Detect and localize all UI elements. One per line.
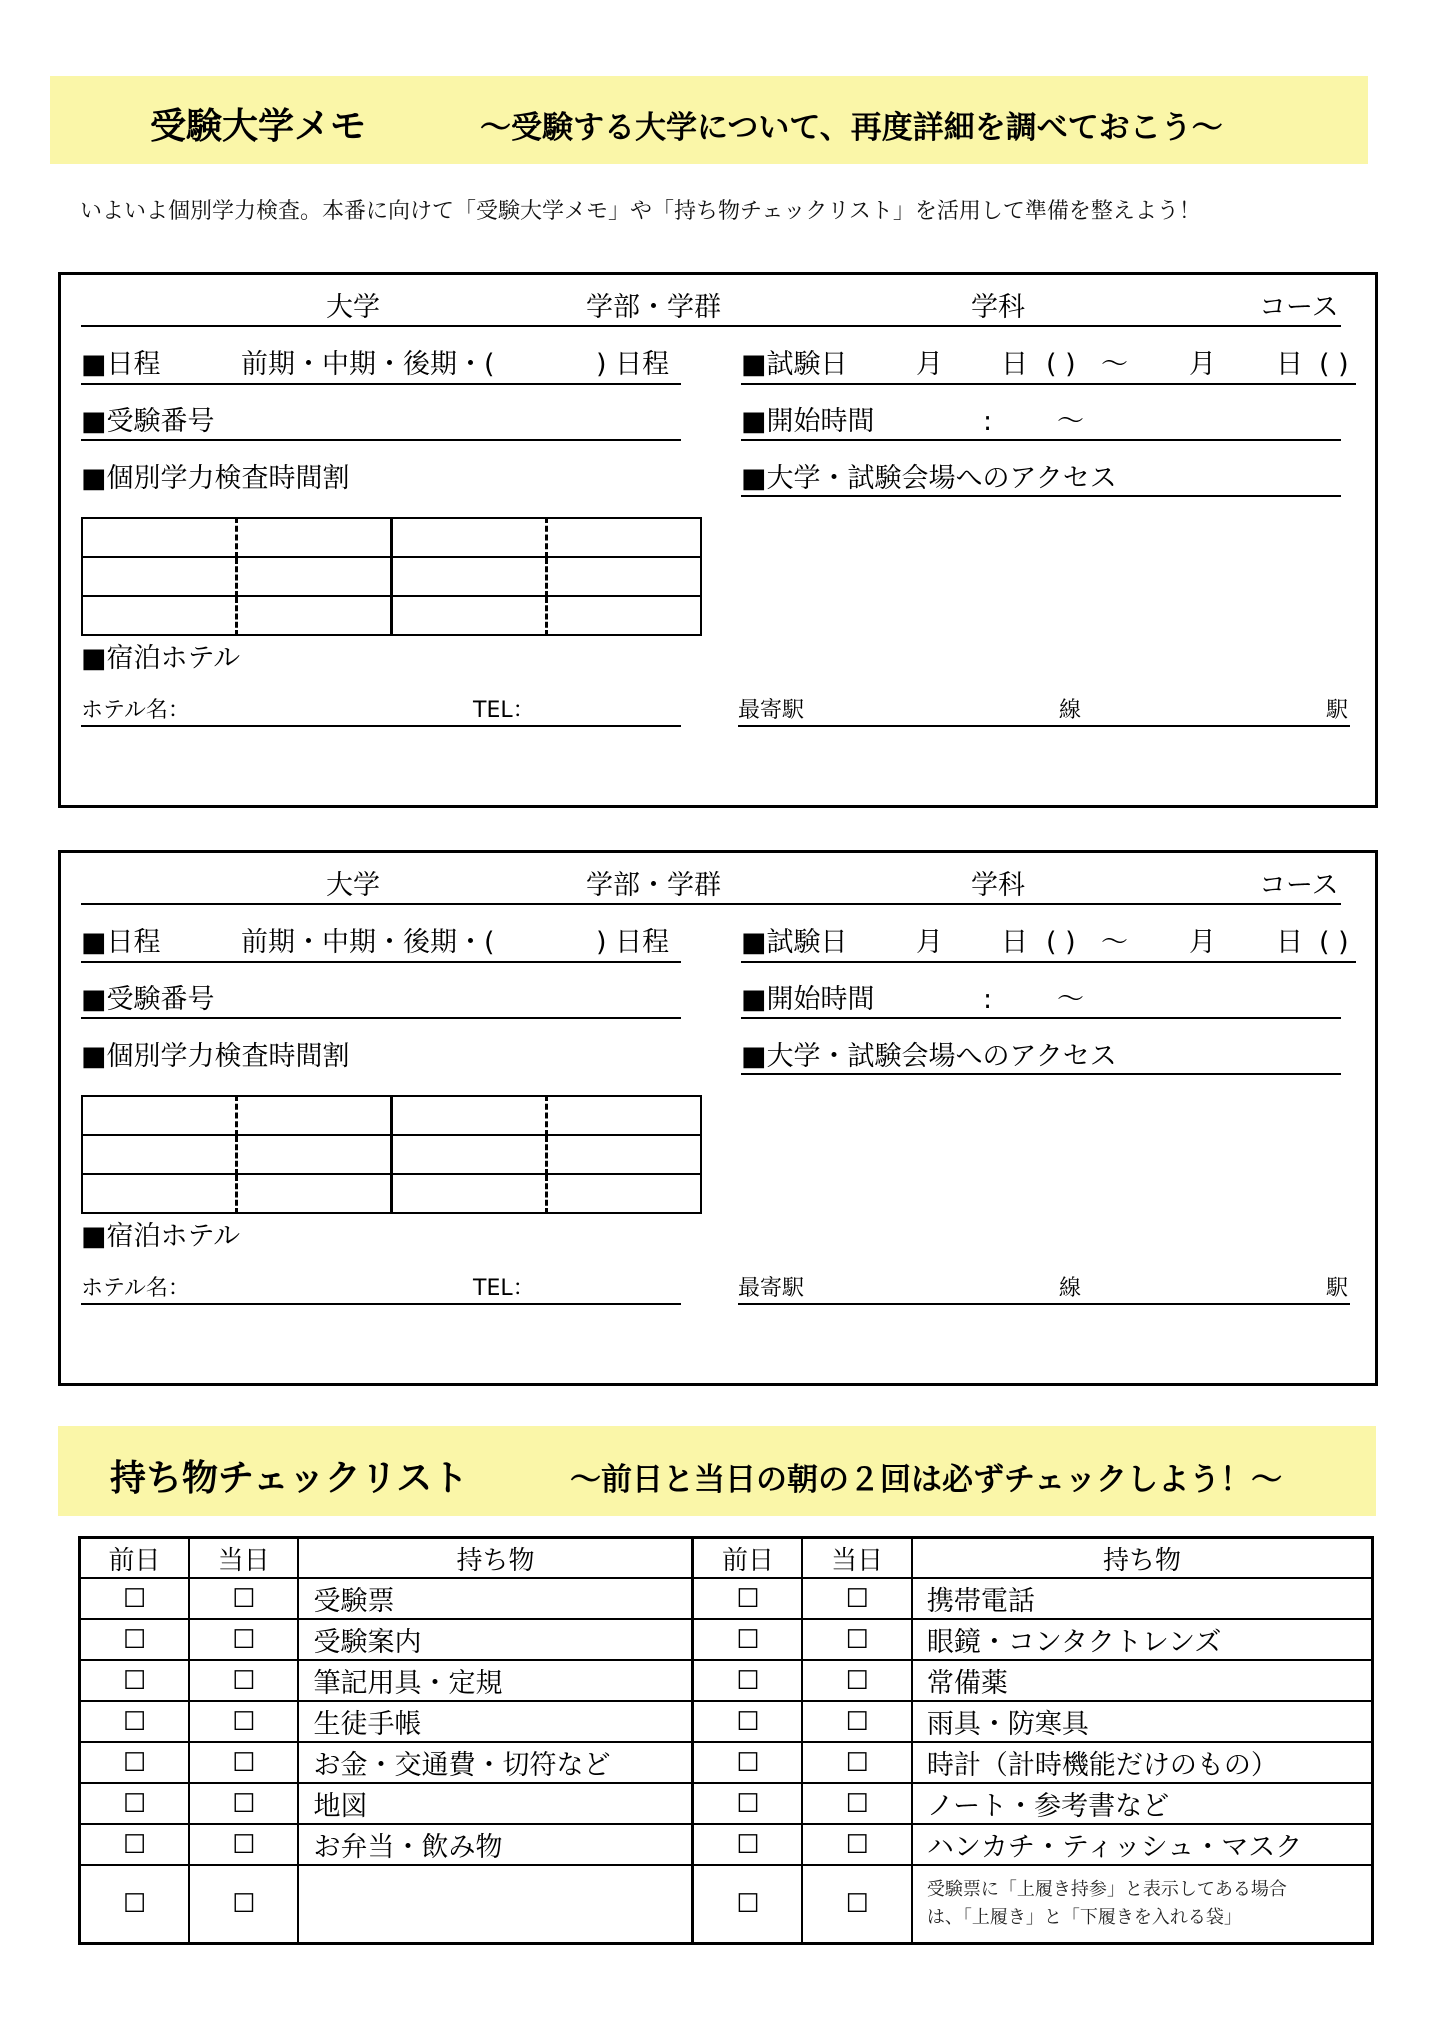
day-of-checkbox[interactable]: ☐ <box>802 1578 911 1619</box>
start-time-colon: : <box>983 984 993 1015</box>
exam-weekday-1: ( ) <box>1046 927 1076 958</box>
nearest-station-label: 最寄駅 <box>738 1276 805 1301</box>
start-time-label: ■開始時間 <box>741 984 875 1015</box>
day-of-checkbox[interactable]: ☐ <box>189 1824 298 1865</box>
day-before-checkbox[interactable]: ☐ <box>693 1742 802 1783</box>
col-day-before: 前日 <box>80 1538 189 1579</box>
schedule-label: ■日程 <box>81 349 161 380</box>
university-label: 大学 <box>326 870 380 901</box>
day-of-checkbox[interactable]: ☐ <box>802 1824 911 1865</box>
hotel-label: ■宿泊ホテル <box>81 1221 241 1252</box>
checklist-item-right: 時計（計時機能だけのもの） <box>912 1742 1373 1783</box>
start-time-tilde: ～ <box>1057 406 1084 437</box>
hotel-line[interactable] <box>81 1303 681 1305</box>
exam-tilde: ～ <box>1101 349 1128 380</box>
start-time-line[interactable] <box>741 1017 1341 1019</box>
station-line[interactable] <box>738 1303 1350 1305</box>
memo-subtitle: ～受験する大学について、再度詳細を調べておこう～ <box>480 110 1223 146</box>
checklist-row <box>80 1783 1373 1824</box>
checklist-header-banner <box>58 1426 1376 1516</box>
checklist-table <box>78 1536 1374 1945</box>
start-time-colon: : <box>983 406 993 437</box>
schedule-options[interactable]: 前期・中期・後期・( <box>241 349 495 380</box>
university-memo-2 <box>58 850 1378 1386</box>
university-line[interactable] <box>81 325 1341 327</box>
checklist-item-left: お弁当・飲み物 <box>298 1824 692 1865</box>
exam-day-1: 日 <box>1001 349 1028 380</box>
day-of-checkbox[interactable]: ☐ <box>802 1701 911 1742</box>
checklist-item-right: 雨具・防寒具 <box>912 1701 1373 1742</box>
day-of-checkbox[interactable]: ☐ <box>802 1619 911 1660</box>
day-before-checkbox[interactable]: ☐ <box>693 1701 802 1742</box>
hotel-label: ■宿泊ホテル <box>81 643 241 674</box>
day-before-checkbox[interactable]: ☐ <box>80 1701 189 1742</box>
day-of-checkbox[interactable]: ☐ <box>189 1701 298 1742</box>
checklist-item-left: 受験票 <box>298 1578 692 1619</box>
checklist-row <box>80 1619 1373 1660</box>
access-line[interactable] <box>741 495 1341 497</box>
exam-month-1: 月 <box>916 927 943 958</box>
day-before-checkbox[interactable]: ☐ <box>80 1660 189 1701</box>
hotel-name-label: ホテル名： <box>81 698 190 723</box>
tel-label: TEL： <box>473 698 535 723</box>
day-of-checkbox[interactable]: ☐ <box>189 1865 298 1944</box>
exam-weekday-2: ( ) <box>1319 927 1349 958</box>
checklist-item-right: ハンカチ・ティッシュ・マスク <box>912 1824 1373 1865</box>
day-of-checkbox[interactable]: ☐ <box>189 1783 298 1824</box>
hotel-line[interactable] <box>81 725 681 727</box>
checklist-row <box>80 1824 1373 1865</box>
start-time-label: ■開始時間 <box>741 406 875 437</box>
timetable-grid[interactable] <box>81 1095 702 1214</box>
checklist-item-left: 地図 <box>298 1783 692 1824</box>
checklist-item-right: 眼鏡・コンタクトレンズ <box>912 1619 1373 1660</box>
exam-weekday-2: ( ) <box>1319 349 1349 380</box>
exam-day-2: 日 <box>1276 927 1303 958</box>
day-before-checkbox[interactable]: ☐ <box>693 1783 802 1824</box>
line-label: 線 <box>1059 698 1082 723</box>
exam-tilde: ～ <box>1101 927 1128 958</box>
exam-number-line[interactable] <box>81 1017 681 1019</box>
col-items: 持ち物 <box>298 1538 692 1579</box>
timetable-grid[interactable] <box>81 517 702 636</box>
schedule-label: ■日程 <box>81 927 161 958</box>
checklist-item-left: 生徒手帳 <box>298 1701 692 1742</box>
exam-date-label: ■試験日 <box>741 927 848 958</box>
exam-weekday-1: ( ) <box>1046 349 1076 380</box>
schedule-options[interactable]: 前期・中期・後期・( <box>241 927 495 958</box>
course-label: コース <box>1259 870 1339 901</box>
day-before-checkbox[interactable]: ☐ <box>693 1578 802 1619</box>
day-before-checkbox[interactable]: ☐ <box>693 1824 802 1865</box>
checklist-item-left <box>298 1865 692 1944</box>
day-before-checkbox[interactable]: ☐ <box>80 1619 189 1660</box>
line-label: 線 <box>1059 1276 1082 1301</box>
department-label: 学科 <box>971 292 1025 323</box>
exam-month-1: 月 <box>916 349 943 380</box>
exam-number-label: ■受験番号 <box>81 406 215 437</box>
faculty-label: 学部・学群 <box>586 292 721 323</box>
checklist-note-line-1: 受験票に「上履き持参」と表示してある場合 <box>926 1879 1287 1900</box>
day-before-checkbox[interactable]: ☐ <box>80 1742 189 1783</box>
department-label: 学科 <box>971 870 1025 901</box>
checklist-note-line-2: は、「上履き」と「下履きを入れる袋」 <box>926 1907 1242 1928</box>
nearest-station-label: 最寄駅 <box>738 698 805 723</box>
schedule-line[interactable] <box>81 383 681 385</box>
intro-text: いよいよ個別学力検査。本番に向けて「受験大学メモ」や「持ち物チェックリスト」を活用して準備を整えよう！ <box>80 199 1201 224</box>
checklist-row <box>80 1742 1373 1783</box>
schedule-suffix: ) 日程 <box>596 349 670 380</box>
hotel-name-label: ホテル名： <box>81 1276 190 1301</box>
schedule-suffix: ) 日程 <box>596 927 670 958</box>
memo-header-banner <box>50 76 1368 164</box>
timetable-label: ■個別学力検査時間割 <box>81 1041 350 1072</box>
day-before-checkbox[interactable]: ☐ <box>80 1578 189 1619</box>
faculty-label: 学部・学群 <box>586 870 721 901</box>
day-of-checkbox[interactable]: ☐ <box>189 1660 298 1701</box>
col-day-of: 当日 <box>802 1538 911 1579</box>
day-before-checkbox[interactable]: ☐ <box>693 1660 802 1701</box>
station-label: 駅 <box>1326 698 1349 723</box>
day-of-checkbox[interactable]: ☐ <box>189 1619 298 1660</box>
exam-month-2: 月 <box>1189 349 1216 380</box>
start-time-tilde: ～ <box>1057 984 1084 1015</box>
checklist-item-left: 受験案内 <box>298 1619 692 1660</box>
day-of-checkbox[interactable]: ☐ <box>189 1578 298 1619</box>
checklist-item-left: 筆記用具・定規 <box>298 1660 692 1701</box>
checklist-row <box>80 1865 1373 1944</box>
station-line[interactable] <box>738 725 1350 727</box>
university-label: 大学 <box>326 292 380 323</box>
checklist-item-right: 携帯電話 <box>912 1578 1373 1619</box>
exam-number-label: ■受験番号 <box>81 984 215 1015</box>
checklist-item-right: 常備薬 <box>912 1660 1373 1701</box>
exam-date-line[interactable] <box>741 961 1356 963</box>
exam-date-line[interactable] <box>741 383 1356 385</box>
exam-day-1: 日 <box>1001 927 1028 958</box>
checklist-note <box>912 1865 1373 1944</box>
col-day-of: 当日 <box>189 1538 298 1579</box>
day-before-checkbox[interactable]: ☐ <box>693 1865 802 1944</box>
checklist-title: 持ち物チェックリスト <box>110 1458 469 1499</box>
exam-month-2: 月 <box>1189 927 1216 958</box>
day-of-checkbox[interactable]: ☐ <box>802 1660 911 1701</box>
access-label: ■大学・試験会場へのアクセス <box>741 1041 1117 1072</box>
day-before-checkbox[interactable]: ☐ <box>80 1824 189 1865</box>
station-label: 駅 <box>1326 1276 1349 1301</box>
timetable-label: ■個別学力検査時間割 <box>81 463 350 494</box>
university-memo-1 <box>58 272 1378 808</box>
memo-title: 受験大学メモ <box>150 106 367 147</box>
tel-label: TEL： <box>473 1276 535 1301</box>
day-of-checkbox[interactable]: ☐ <box>802 1783 911 1824</box>
day-before-checkbox[interactable]: ☐ <box>693 1619 802 1660</box>
day-before-checkbox[interactable]: ☐ <box>80 1865 189 1944</box>
start-time-line[interactable] <box>741 439 1341 441</box>
course-label: コース <box>1259 292 1339 323</box>
exam-day-2: 日 <box>1276 349 1303 380</box>
checklist-row <box>80 1660 1373 1701</box>
access-label: ■大学・試験会場へのアクセス <box>741 463 1117 494</box>
checklist-item-right: ノート・参考書など <box>912 1783 1373 1824</box>
day-of-checkbox[interactable]: ☐ <box>802 1742 911 1783</box>
checklist-subtitle: ～前日と当日の朝の２回は必ずチェックしよう！～ <box>570 1462 1283 1498</box>
schedule-line[interactable] <box>81 961 681 963</box>
day-of-checkbox[interactable]: ☐ <box>189 1742 298 1783</box>
access-line[interactable] <box>741 1073 1341 1075</box>
exam-date-label: ■試験日 <box>741 349 848 380</box>
university-line[interactable] <box>81 903 1341 905</box>
exam-number-line[interactable] <box>81 439 681 441</box>
checklist-item-left: お金・交通費・切符など <box>298 1742 692 1783</box>
checklist-row <box>80 1701 1373 1742</box>
day-before-checkbox[interactable]: ☐ <box>80 1783 189 1824</box>
day-of-checkbox[interactable]: ☐ <box>802 1865 911 1944</box>
checklist-header-row <box>80 1538 1373 1579</box>
col-items: 持ち物 <box>912 1538 1373 1579</box>
checklist-row <box>80 1578 1373 1619</box>
col-day-before: 前日 <box>693 1538 802 1579</box>
